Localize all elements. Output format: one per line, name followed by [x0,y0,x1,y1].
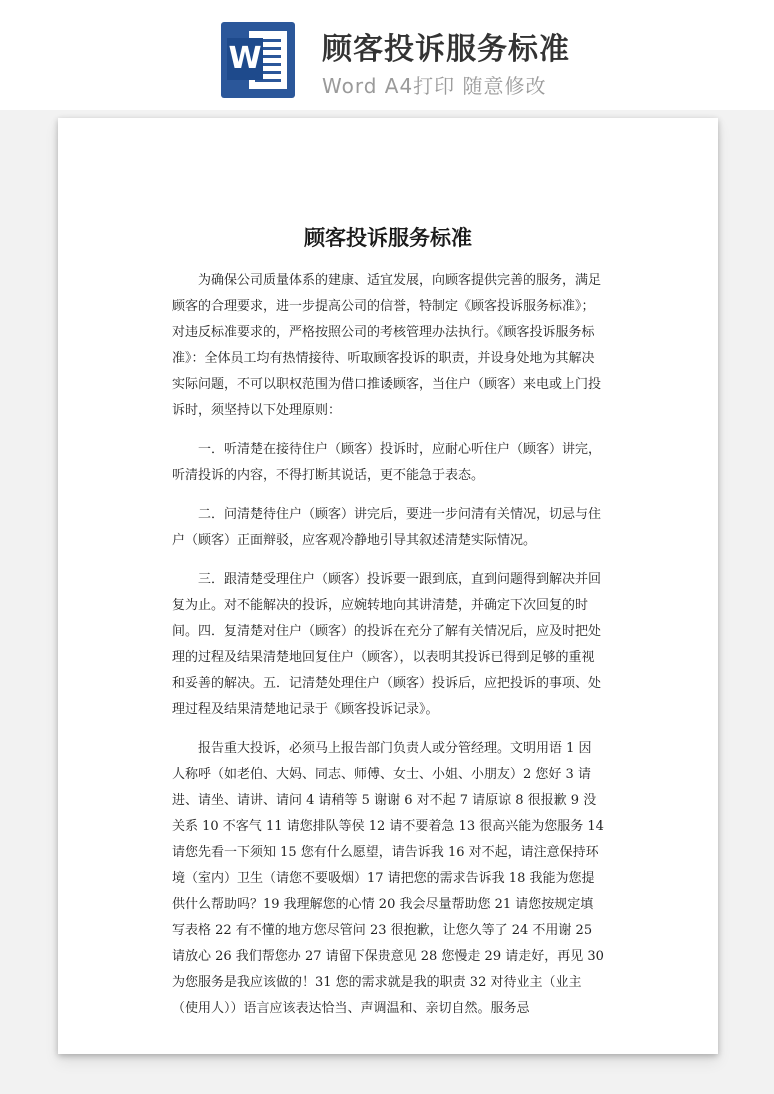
preview-banner [0,0,774,110]
word-icon-letter: W [227,38,263,80]
word-document-icon [221,22,295,98]
principle-listen-paragraph: 一．听清楚在接待住户（顾客）投诉时，应耐心听住户（顾客）讲完，听清投诉的内容，不得打断其说话，更不能急于表态。 [172,442,602,483]
document-body [172,268,604,1035]
banner-subtitle: Word A4打印 随意修改 [322,74,547,98]
principle-follow-paragraph: 三．跟清楚受理住户（顾客）投诉要一跟到底，直到问题得到解决并回复为止。对不能解决的投诉，应婉转地向其讲清楚，并确定下次回复的时间。四．复清楚对住户（顾客）的投诉在充分了解有关情况后，应及时把处理的过程及结果清楚地回复住户（顾客），以表明其投诉已得到足够的重视和妥善的解决。五．记清楚处理住户（顾客）投诉后，应把投诉的事项、处理过程及结果清楚地记录于《顾客投诉记录》。 [172,572,602,717]
banner-title: 顾客投诉服务标准 [322,32,570,67]
document-page [58,118,718,1054]
document-title: 顾客投诉服务标准 [304,225,472,250]
polite-phrases-paragraph: 报告重大投诉，必须马上报告部门负责人或分管经理。文明用语 1 因人称呼（如老伯、大妈、同志、师傅、女士、小姐、小朋友）2 您好 3 请进、请坐、请讲、请问 4 请稍等 5 谢谢 6 对不起 7 请原谅 8 很报歉 9 没关系 10 不客气 11 请您排队等侯 12 请不要着急 13 很高兴能为您服务 14 请您先看一下须知 15 您有什么愿望，请告诉我 16 对不起，请注意保持环境（室内）卫生（请您不要吸烟）17 请把您的需求告诉我 18 我能为您提供什么帮助吗？19 我理解您的心情 20 我会尽量帮助您 21 请您按规定填写表格 22 有不懂的地方您尽管问 23 很抱歉，让您久等了 24 不用谢 25 请放心 26 我们帮您办 27 请留下保贵意见 28 您慢走 29 请走好，再见 30 为您服务是我应该做的！31 您的需求就是我的职责 32 对待业主（业主（使用人））语言应该表达恰当、声调温和、亲切自然。服务忌 [172,741,604,1016]
principle-ask-paragraph: 二．问清楚待住户（顾客）讲完后，要进一步问清有关情况，切忌与住户（顾客）正面辩驳，应客观冷静地引导其叙述清楚实际情况。 [172,507,602,548]
intro-paragraph: 为确保公司质量体系的建康、适宜发展，向顾客提供完善的服务，满足顾客的合理要求，进一步提高公司的信誉，特制定《顾客投诉服务标准》；对违反标准要求的，严格按照公司的考核管理办法执行。《顾客投诉服务标准》：全体员工均有热情接待、听取顾客投诉的职责，并设身处地为其解决实际问题，不可以职权范围为借口推诿顾客，当住户（顾客）来电或上门投诉时，须坚持以下处理原则： [172,273,602,418]
